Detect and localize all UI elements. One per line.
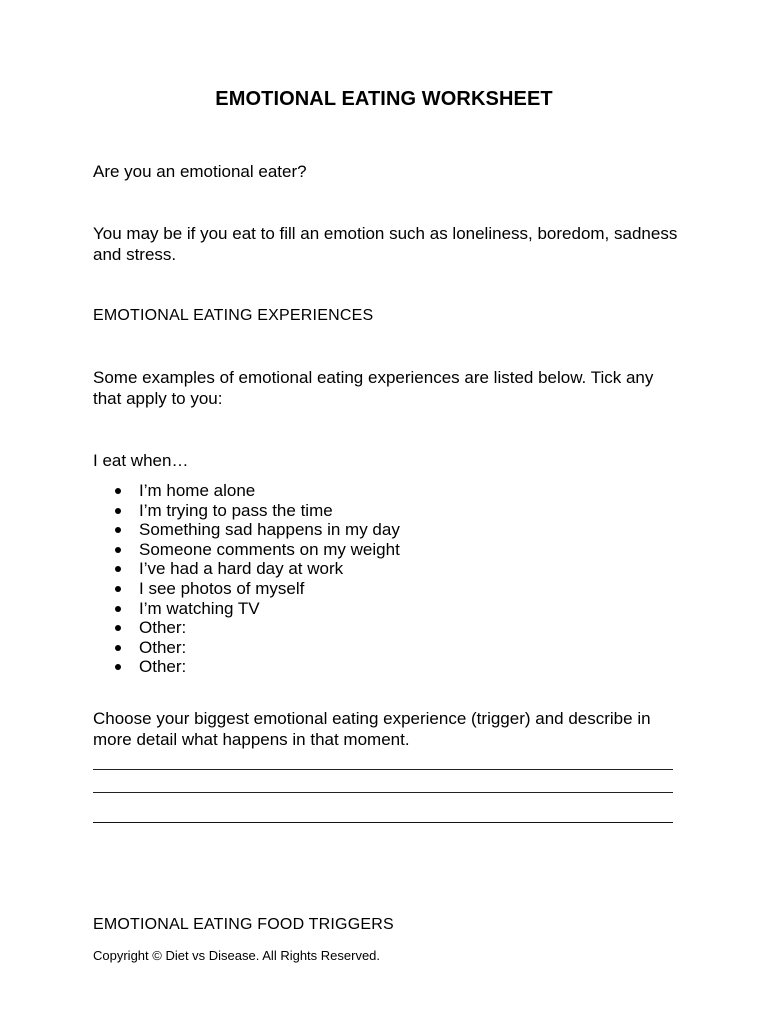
worksheet-title: EMOTIONAL EATING WORKSHEET	[215, 88, 553, 110]
section-instructions: Some examples of emotional eating experiences are listed below. Tick any that apply to you:	[93, 368, 654, 408]
list-item: Other:	[113, 638, 400, 658]
list-item: Something sad happens in my day	[113, 520, 400, 540]
section-heading-food-triggers: EMOTIONAL EATING FOOD TRIGGERS	[93, 916, 394, 933]
copyright-notice: Copyright © Diet vs Disease. All Rights Reserved.	[93, 948, 381, 963]
list-item: I’m trying to pass the time	[113, 501, 400, 521]
list-item: I’ve had a hard day at work	[113, 559, 400, 579]
list-item: I’m watching TV	[113, 599, 400, 619]
answer-line-1[interactable]	[93, 769, 673, 770]
answer-line-2[interactable]	[93, 792, 673, 793]
list-item: Other:	[113, 657, 400, 677]
list-item: I see photos of myself	[113, 579, 400, 599]
describe-prompt: Choose your biggest emotional eating experience (trigger) and describe in more detail what happens in that moment.	[93, 709, 651, 749]
experience-list	[113, 481, 400, 677]
list-lead: I eat when…	[93, 451, 189, 470]
list-item: I’m home alone	[113, 481, 400, 501]
intro-text: You may be if you eat to fill an emotion such as loneliness, boredom, sadness and stress.	[93, 224, 678, 264]
list-item: Other:	[113, 618, 400, 638]
intro-question: Are you an emotional eater?	[93, 162, 307, 181]
section-heading-experiences: EMOTIONAL EATING EXPERIENCES	[93, 307, 374, 324]
list-item: Someone comments on my weight	[113, 540, 400, 560]
answer-line-3[interactable]	[93, 822, 673, 823]
